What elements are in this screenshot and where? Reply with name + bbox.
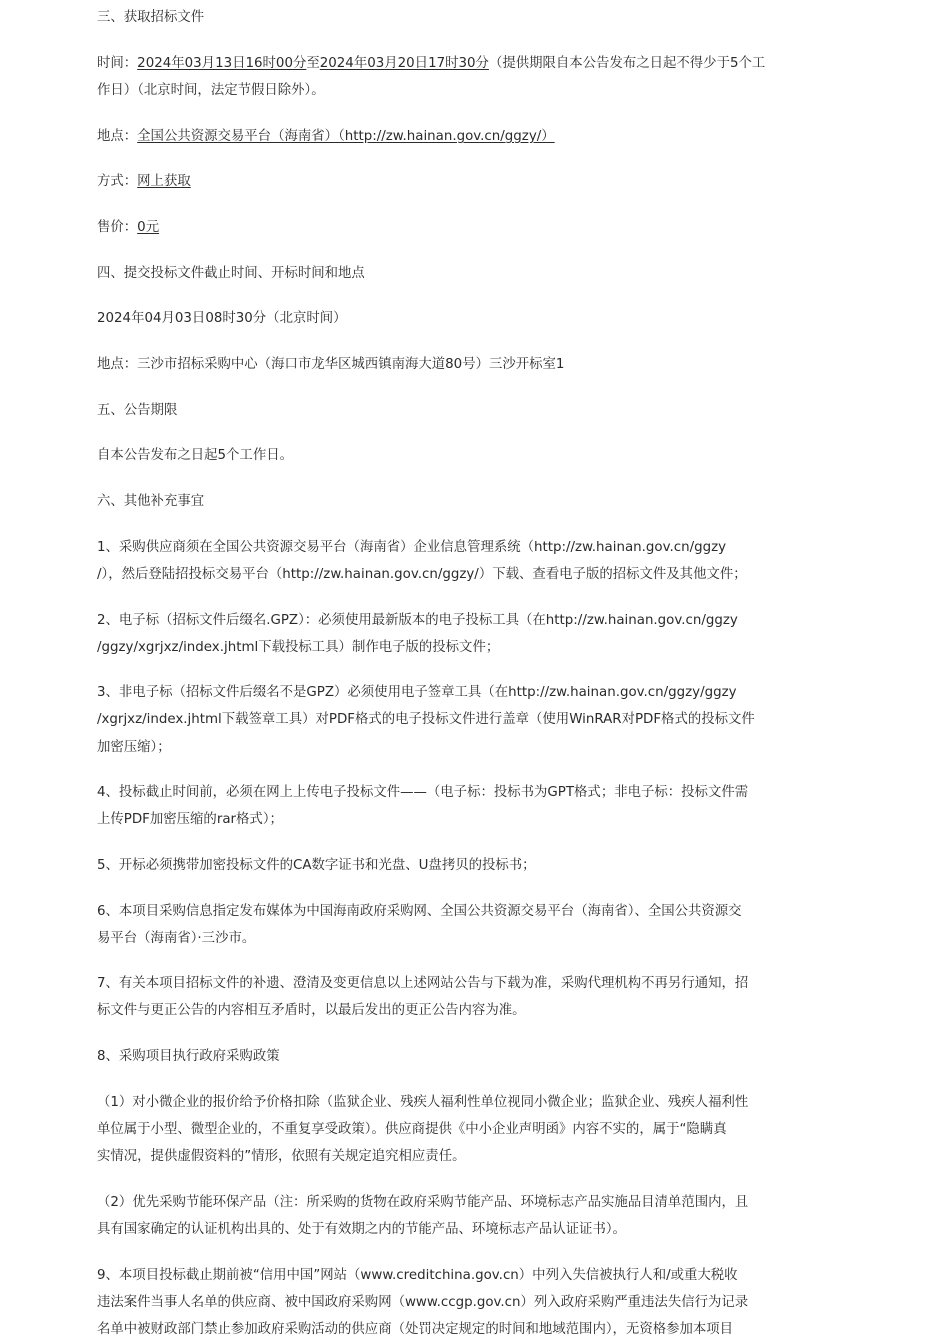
place-line <box>97 127 555 147</box>
place-link[interactable]: 全国公共资源交易平台（海南省）（http://zw.hainan.gov.cn/ggzy/） <box>137 129 555 144</box>
item-line: 具有国家确定的认证机构出具的、处于有效期之内的节能产品、环境标志产品认证证书）。 <box>97 1222 626 1237</box>
item-line: 违法案件当事人名单的供应商、被中国政府采购网（www.ccgp.gov.cn）列入政府采购严重违法失信行为记录 <box>97 1295 749 1310</box>
section-heading-5: 五、公告期限 <box>97 403 178 418</box>
item-line: 8、采购项目执行政府采购政策 <box>97 1049 280 1064</box>
item-line: 6、本项目采购信息指定发布媒体为中国海南政府采购网、全国公共资源交易平台（海南省）、全国公共资源交 <box>97 904 742 919</box>
item-line: /xgrjxz/index.jhtml下载签章工具）对PDF格式的电子投标文件进行盖章（使用WinRAR对PDF格式的投标文件 <box>97 712 755 727</box>
place-label: 地点： <box>97 129 138 144</box>
notice-period: 自本公告发布之日起5个工作日。 <box>97 448 293 463</box>
method-label: 方式： <box>97 174 138 189</box>
item-line: 7、有关本项目招标文件的补遗、澄清及变更信息以上述网站公告与下载为准，采购代理机构不再另行通知，招 <box>97 976 749 991</box>
price-label: 售价： <box>97 220 138 235</box>
item-line: /），然后登陆招投标交易平台（http://zw.hainan.gov.cn/ggzy/）下载、查看电子版的招标文件及其他文件； <box>97 567 747 582</box>
item-line: 实情况，提供虚假资料的”情形，依照有关规定追究相应责任。 <box>97 1149 466 1164</box>
time-to: 至 <box>306 56 320 71</box>
item-line: 4、投标截止时间前，必须在网上上传电子投标文件——（电子标：投标书为GPT格式；非电子标：投标文件需 <box>97 785 749 800</box>
item-line: 9、本项目投标截止期前被“信用中国”网站（www.creditchina.gov.cn）中列入失信被执行人和/或重大税收 <box>97 1268 738 1283</box>
item-line: 2、电子标（招标文件后缀名.GPZ）：必须使用最新版本的电子投标工具（在http://zw.hainan.gov.cn/ggzy <box>97 613 738 628</box>
price-line <box>97 218 159 238</box>
item-line: 易平台（海南省）·三沙市。 <box>97 931 256 946</box>
item-line: /ggzy/xgrjxz/index.jhtml下载投标工具）制作电子版的投标文件； <box>97 640 500 655</box>
item-line: 上传PDF加密压缩的rar格式）； <box>97 812 283 827</box>
time-note: （提供期限自本公告发布之日起不得少于5个工 <box>488 56 766 71</box>
section-heading-6: 六、其他补充事宜 <box>97 494 205 509</box>
time-line <box>97 54 765 74</box>
section-heading-3: 三、获取招标文件 <box>97 10 205 25</box>
item-line: （1）对小微企业的报价给予价格扣除（监狱企业、残疾人福利性单位视同小微企业；监狱企业、残疾人福利性 <box>97 1095 749 1110</box>
time-start: 2024年03月13日16时00分 <box>137 56 307 71</box>
bid-deadline: 2024年04月03日08时30分（北京时间） <box>97 311 347 326</box>
time-label: 时间： <box>97 56 138 71</box>
item-line: 3、非电子标（招标文件后缀名不是GPZ）必须使用电子签章工具（在http://zw.hainan.gov.cn/ggzy/ggzy <box>97 685 737 700</box>
item-line: 加密压缩）； <box>97 740 171 755</box>
method-line <box>97 172 191 192</box>
time-end: 2024年03月20日17时30分 <box>319 56 489 71</box>
item-line: 5、开标必须携带加密投标文件的CA数字证书和光盘、U盘拷贝的投标书； <box>97 858 536 873</box>
method-value: 网上获取 <box>137 174 191 189</box>
item-line: （2）优先采购节能环保产品（注：所采购的货物在政府采购节能产品、环境标志产品实施品目清单范围内，且 <box>97 1195 749 1210</box>
item-line: 名单中被财政部门禁止参加政府采购活动的供应商（处罚决定规定的时间和地域范围内），无资格参加本项目 <box>97 1322 734 1337</box>
item-line: 1、采购供应商须在全国公共资源交易平台（海南省）企业信息管理系统（http://zw.hainan.gov.cn/ggzy <box>97 540 727 555</box>
bid-place: 地点：三沙市招标采购中心（海口市龙华区城西镇南海大道80号）三沙开标室1 <box>97 357 565 372</box>
price-value: 0元 <box>137 220 160 235</box>
section-heading-4: 四、提交投标文件截止时间、开标时间和地点 <box>97 266 365 281</box>
item-line: 标文件与更正公告的内容相互矛盾时，以最后发出的更正公告内容为准。 <box>97 1003 526 1018</box>
time-note-cont: 作日）（北京时间，法定节假日除外）。 <box>97 83 325 98</box>
item-line: 单位属于小型、微型企业的，不重复享受政策）。供应商提供《中小企业声明函》内容不实的，属于“隐瞒真 <box>97 1122 727 1137</box>
